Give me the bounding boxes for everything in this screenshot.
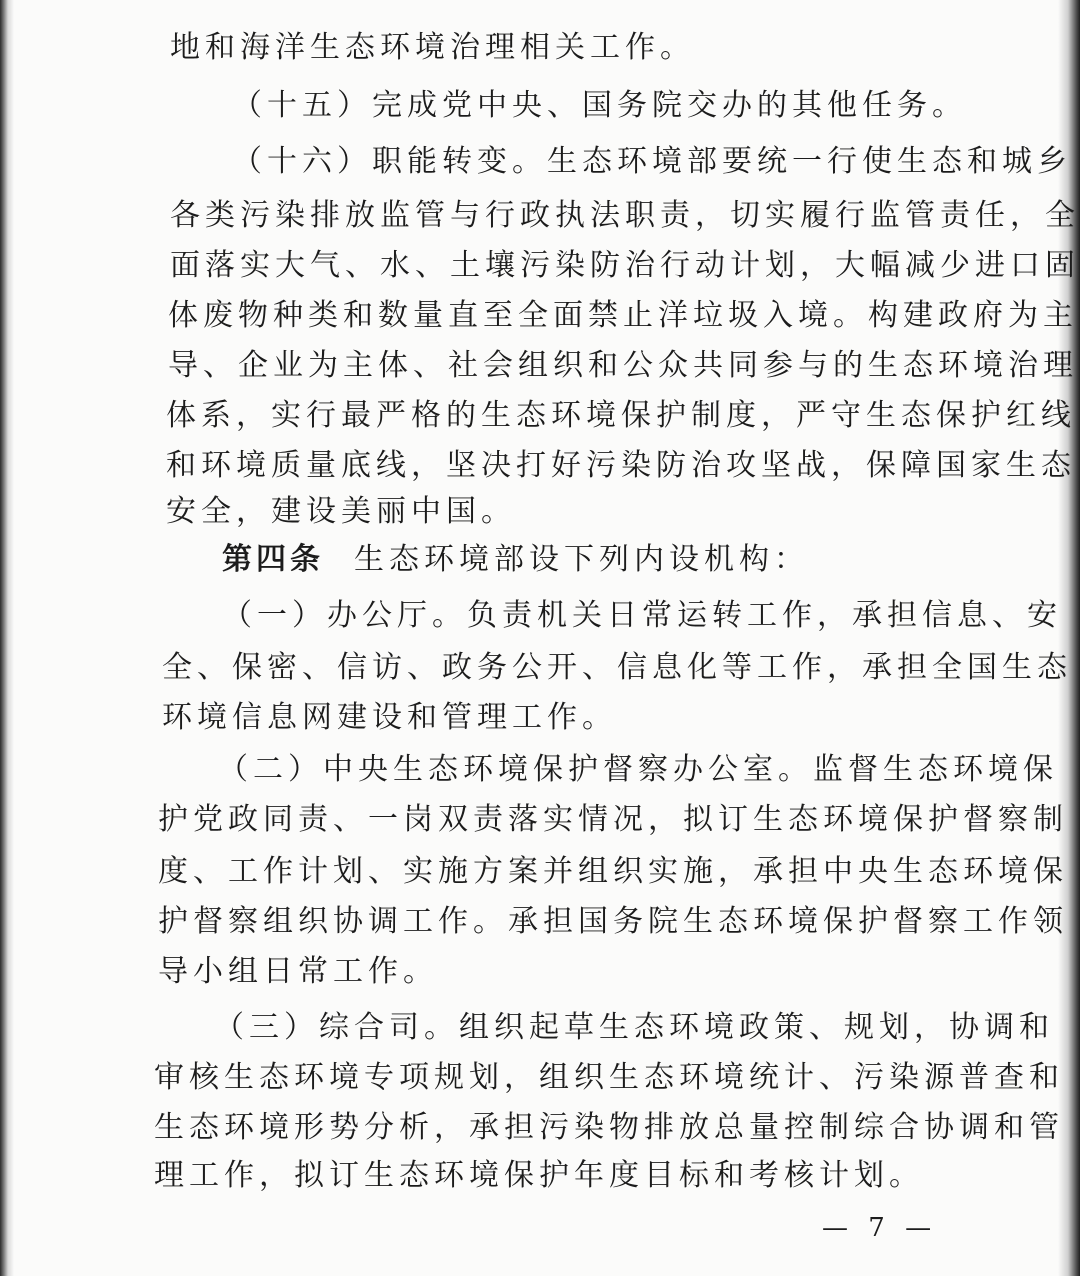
text-line: （一）办公厅。负责机关日常运转工作，承担信息、安 bbox=[222, 598, 1062, 633]
page-number: — 7 — bbox=[822, 1213, 938, 1243]
text-line: 度、工作计划、实施方案并组织实施，承担中央生态环境保 bbox=[158, 854, 1068, 889]
article-line bbox=[222, 540, 809, 580]
text-line: 体废物种类和数量直至全面禁止洋垃圾入境。构建政府为主 bbox=[168, 298, 1078, 333]
text-line: 各类污染排放监管与行政执法职责，切实履行监管责任，全 bbox=[170, 198, 1080, 233]
text-line: 安全，建设美丽中国。 bbox=[166, 494, 516, 529]
text-line: 理工作，拟订生态环境保护年度目标和考核计划。 bbox=[154, 1158, 924, 1193]
text-line: 环境信息网建设和管理工作。 bbox=[162, 700, 617, 735]
text-line: 面落实大气、水、土壤污染防治行动计划，大幅减少进口固 bbox=[170, 248, 1080, 283]
article-text: 生态环境部设下列内设机构： bbox=[354, 542, 809, 577]
text-line: 护督察组织协调工作。承担国务院生态环境保护督察工作领 bbox=[158, 904, 1068, 939]
text-line: 和环境质量底线，坚决打好污染防治攻坚战，保障国家生态 bbox=[166, 448, 1076, 483]
text-line: 护党政同责、一岗双责落实情况，拟订生态环境保护督察制 bbox=[158, 802, 1068, 837]
text-line: （三）综合司。组织起草生态环境政策、规划，协调和 bbox=[214, 1010, 1054, 1045]
text-line: 审核生态环境专项规划，组织生态环境统计、污染源普查和 bbox=[154, 1060, 1064, 1095]
article-heading: 第四条 bbox=[222, 542, 324, 577]
text-line: （十六）职能转变。生态环境部要统一行使生态和城乡 bbox=[232, 144, 1072, 179]
text-line: 全、保密、信访、政务公开、信息化等工作，承担全国生态 bbox=[162, 650, 1072, 685]
text-line: （二）中央生态环境保护督察办公室。监督生态环境保 bbox=[218, 752, 1058, 787]
text-line: （十五）完成党中央、国务院交办的其他任务。 bbox=[232, 88, 967, 123]
text-line: 体系，实行最严格的生态环境保护制度，严守生态保护红线 bbox=[166, 398, 1076, 433]
text-line: 导、企业为主体、社会组织和公众共同参与的生态环境治理 bbox=[168, 348, 1078, 383]
text-line: 导小组日常工作。 bbox=[158, 954, 438, 989]
text-line: 生态环境形势分析，承担污染物排放总量控制综合协调和管 bbox=[154, 1110, 1064, 1145]
scan-edge-left bbox=[0, 0, 14, 1276]
text-line: 地和海洋生态环境治理相关工作。 bbox=[170, 30, 695, 65]
